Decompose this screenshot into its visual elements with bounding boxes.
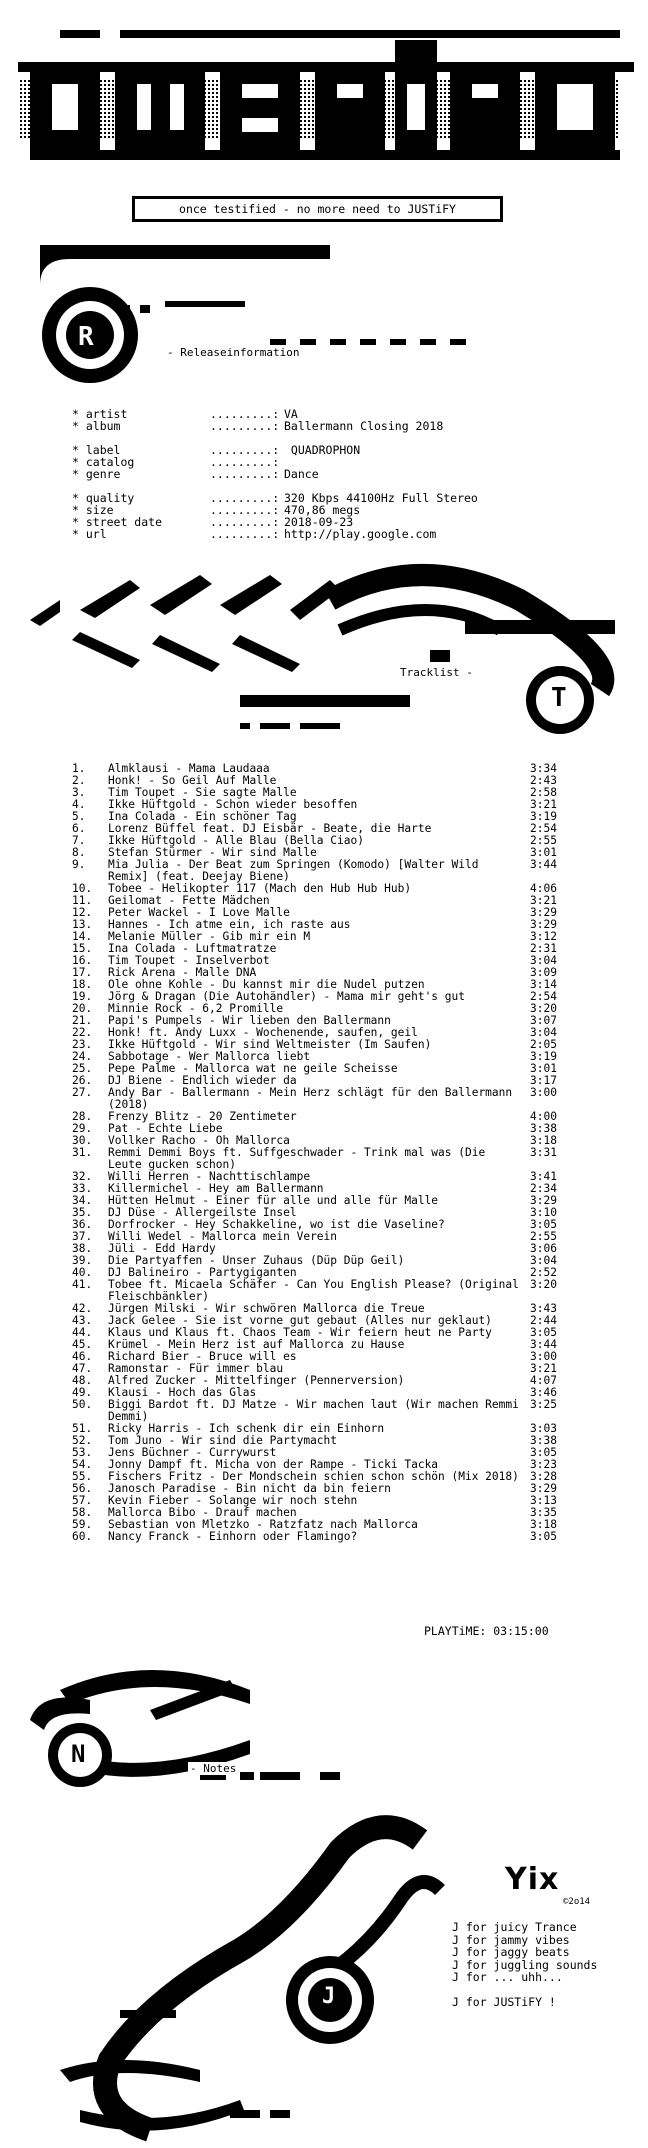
track-title: Tom Juno - Wir sind die Partymacht [108,1434,338,1447]
track-number: 25. [72,1062,93,1075]
greet-line: J for jaggy beats [452,1945,570,1959]
track-number: 58. [72,1506,93,1519]
track-duration: 2:44 [530,1314,557,1327]
track-number: 57. [72,1494,93,1507]
track-duration: 2:58 [530,786,557,799]
track-number: 14. [72,930,93,943]
release-row [72,528,478,540]
track-number: 27. [72,1086,93,1099]
track-number: 39. [72,1254,93,1267]
track-title: Ikke Hüftgold - Schon wieder besoffen [108,798,358,811]
track-title: Ole ohne Kohle - Du kannst mir die Nudel putzen [108,978,425,991]
track-number: 56. [72,1482,93,1495]
track-title: Pepe Palme - Mallorca wat ne geile Scheisse [108,1062,398,1075]
track-number: 35. [72,1206,93,1219]
track-number: 41. [72,1278,93,1291]
track-duration: 3:05 [530,1530,557,1543]
track-row [72,1279,572,1303]
track-number: 47. [72,1362,93,1375]
track-duration: 3:28 [530,1470,557,1483]
track-duration: 3:21 [530,894,557,907]
track-duration: 2:52 [530,1266,557,1279]
track-number: 48. [72,1374,93,1387]
track-number: 13. [72,918,93,931]
track-number: 52. [72,1434,93,1447]
track-number: 10. [72,882,93,895]
release-value: 2018-09-23 [284,515,354,529]
track-title: Honk! ft. Andy Luxx - Wochenende, saufen, geil [108,1026,418,1039]
track-number: 31. [72,1146,93,1159]
greet-line: J for jammy vibes [452,1932,570,1947]
track-number: 17. [72,966,93,979]
track-title: Krümel - Mein Herz ist auf Mallorca zu Hause [108,1338,405,1351]
track-title: Remmi Demmi Boys ft. Suffgeschwader - Trink mal was (Die Leute gucken schon) [108,1146,486,1171]
track-title: Ina Colada - Luftmatratze [108,942,277,955]
track-title: Hannes - Ich atme ein, ich raste aus [108,918,351,931]
track-number: 45. [72,1338,93,1351]
track-title: Jürgen Milski - Wir schwören Mallorca die Treue [108,1302,425,1315]
track-duration: 3:29 [530,918,557,931]
track-title: DJ Balineiro - Partygiganten [108,1266,297,1279]
track-number: 23. [72,1038,93,1051]
track-duration: 3:13 [530,1494,557,1507]
tracklist-badge: T [551,683,567,713]
track-duration: 3:05 [530,1326,557,1339]
track-title: Ikke Hüftgold - Alle Blau (Bella Ciao) [108,834,364,847]
track-number: 15. [72,942,93,955]
release-row [72,420,478,432]
track-title: Sabbotage - Wer Mallorca liebt [108,1050,311,1063]
release-value: VA [284,407,298,421]
track-duration: 3:09 [530,966,557,979]
track-number: 38. [72,1242,93,1255]
track-title: Dorfrocker - Hey Schakkeline, wo ist die Vaseline? [108,1218,445,1231]
track-title: Janosch Paradise - Bin nicht da bin feiern [108,1482,391,1495]
track-number: 21. [72,1014,93,1027]
track-duration: 3:38 [530,1122,557,1135]
track-title: DJ Biene - Endlich wieder da [108,1074,297,1087]
track-title: Mia Julia - Der Beat zum Springen (Komodo) [Walter Wild Remix] (feat. Deejay Biene) [108,858,479,883]
release-swirl-art [0,235,648,385]
track-number: 28. [72,1110,93,1123]
track-number: 37. [72,1230,93,1243]
track-title: Ramonstar - Für immer blau [108,1362,284,1375]
track-number: 24. [72,1050,93,1063]
greet-line: J for JUSTiFY ! [452,1995,556,2009]
track-number: 3. [72,786,86,799]
release-value: 470,86 megs [284,503,361,517]
release-value: http://play.google.com [284,527,437,541]
greet-line: J for juicy Trance [452,1920,577,1934]
track-duration: 2:31 [530,942,557,955]
notes-section-heading: - Notes [190,1762,237,1775]
track-duration: 3:31 [530,1146,557,1159]
track-title: Tim Toupet - Sie sagte Malle [108,786,297,799]
track-duration: 2:34 [530,1182,557,1195]
track-number: 44. [72,1326,93,1339]
tracklist-swirl-art [0,560,648,750]
track-title: Jens Büchner - Currywurst [108,1446,277,1459]
release-key: * label [72,443,121,457]
track-number: 60. [72,1530,93,1543]
track-title: Almklausi - Mama Laudaaa [108,762,270,775]
track-duration: 3:10 [530,1206,557,1219]
track-number: 29. [72,1122,93,1135]
track-duration: 3:04 [530,1026,557,1039]
track-title: Tobee ft. Micaela Schäfer - Can You English Please? (Original Fleischbänkler) [108,1278,519,1303]
track-duration: 3:04 [530,954,557,967]
track-duration: 3:01 [530,1062,557,1075]
track-title: Stefan Stürmer - Wir sind Malle [108,846,317,859]
track-number: 36. [72,1218,93,1231]
track-duration: 3:20 [530,1002,557,1015]
track-number: 34. [72,1194,93,1207]
track-duration: 3:34 [530,762,557,775]
track-title: Nancy Franck - Einhorn oder Flamingo? [108,1530,358,1543]
track-duration: 2:54 [530,822,557,835]
track-number: 22. [72,1026,93,1039]
track-duration: 3:18 [530,1134,557,1147]
track-duration: 3:43 [530,1302,557,1315]
track-duration: 3:35 [530,1506,557,1519]
track-duration: 2:55 [530,834,557,847]
track-title: Klaus und Klaus ft. Chaos Team - Wir feiern heut ne Party [108,1326,492,1339]
track-title: Jack Gelee - Sie ist vorne gut gebaut (Alles nur geklaut) [108,1314,492,1327]
track-number: 18. [72,978,93,991]
track-title: Jonny Dampf ft. Micha von der Rampe - Ticki Tacka [108,1458,439,1471]
track-number: 6. [72,822,86,835]
release-section-heading: - Releaseinformation [167,346,300,359]
track-number: 9. [72,858,86,871]
track-title: Andy Bar - Ballermann - Mein Herz schlägt für den Ballermann (2018) [108,1086,513,1111]
release-key: * artist [72,407,128,421]
track-duration: 3:41 [530,1170,557,1183]
track-row [72,1147,572,1171]
track-duration: 3:29 [530,1482,557,1495]
track-title: Melanie Müller - Gib mir ein M [108,930,311,943]
greets [452,1921,597,2009]
track-title: Lorenz Büffel feat. DJ Eisbär - Beate, die Harte [108,822,432,835]
track-number: 53. [72,1446,93,1459]
track-number: 19. [72,990,93,1003]
track-duration: 2:43 [530,774,557,787]
track-duration: 3:38 [530,1434,557,1447]
release-dots: .........: [210,515,280,529]
release-dots: .........: [210,503,280,517]
track-title: Willi Wedel - Mallorca mein Verein [108,1230,338,1243]
track-title: Tobee - Helikopter 117 (Mach den Hub Hub Hub) [108,882,412,895]
track-number: 20. [72,1002,93,1015]
track-number: 32. [72,1170,93,1183]
track-duration: 4:06 [530,882,557,895]
track-number: 46. [72,1350,93,1363]
release-key: * url [72,527,107,541]
track-number: 54. [72,1458,93,1471]
track-duration: 3:44 [530,1338,557,1351]
track-number: 16. [72,954,93,967]
release-dots: .........: [210,467,280,481]
track-title: Richard Bier - Bruce will es [108,1350,297,1363]
track-number: 1. [72,762,86,775]
track-number: 55. [72,1470,93,1483]
release-value: Ballermann Closing 2018 [284,419,444,433]
track-number: 30. [72,1134,93,1147]
tagline: once testified - no more need to JUSTiFY [132,196,503,222]
track-number: 11. [72,894,93,907]
track-duration: 3:19 [530,1050,557,1063]
track-number: 12. [72,906,93,919]
release-dots: .........: [210,527,280,541]
track-duration: 4:07 [530,1374,557,1387]
track-number: 51. [72,1422,93,1435]
track-number: 26. [72,1074,93,1087]
track-number: 49. [72,1386,93,1399]
track-duration: 3:18 [530,1518,557,1531]
track-number: 43. [72,1314,93,1327]
track-title: Alfred Zucker - Mittelfinger (Pennerversion) [108,1374,405,1387]
track-duration: 3:07 [530,1014,557,1027]
release-key: * album [72,419,121,433]
track-duration: 3:21 [530,1362,557,1375]
track-number: 50. [72,1398,93,1411]
release-info [72,408,478,540]
track-number: 8. [72,846,86,859]
release-key: * quality [72,491,135,505]
track-duration: 3:44 [530,858,557,871]
track-number: 7. [72,834,86,847]
playtime: PLAYTiME: 03:15:00 [424,1624,549,1638]
track-title: Ina Colada - Ein schöner Tag [108,810,297,823]
track-title: Sebastian von Mletzko - Ratzfatz nach Mallorca [108,1518,418,1531]
release-key: * catalog [72,455,135,469]
track-title: Rick Arena - Malle DNA [108,966,257,979]
track-duration: 3:23 [530,1458,557,1471]
greet-line: J for juggling sounds [452,1957,598,1972]
track-duration: 3:12 [530,930,557,943]
track-duration: 2:05 [530,1038,557,1051]
release-dots: .........: [210,443,280,457]
track-title: Biggi Bardot ft. DJ Matze - Wir machen laut (Wir machen Remmi Demmi) [108,1398,519,1423]
track-duration: 3:00 [530,1350,557,1363]
track-duration: 3:21 [530,798,557,811]
track-title: Kevin Fieber - Solange wir noch stehn [108,1494,358,1507]
track-duration: 3:06 [530,1242,557,1255]
track-title: Geilomat - Fette Mädchen [108,894,270,907]
track-duration: 3:14 [530,978,557,991]
notes-swirl-art [0,1660,648,1810]
track-number: 40. [72,1266,93,1279]
track-title: Hütten Helmut - Einer für alle und alle für Malle [108,1194,439,1207]
track-duration: 3:04 [530,1254,557,1267]
release-key: * size [72,503,114,517]
track-duration: 4:00 [530,1110,557,1123]
artist-year: ©2o14 [563,1897,591,1907]
release-dots: .........: [210,491,280,505]
track-row [72,859,572,883]
track-title: Ikke Hüftgold - Wir sind Weltmeister (Im Saufen) [108,1038,432,1051]
tracklist [72,763,572,1543]
greet-line: J for ... uhh... [452,1970,563,1984]
track-number: 59. [72,1518,93,1531]
track-duration: 3:29 [530,906,557,919]
track-row [72,1087,572,1111]
track-title: Papi's Pumpels - Wir lieben den Ballermann [108,1014,391,1027]
track-title: Vollker Racho - Oh Mallorca [108,1134,290,1147]
track-title: Peter Wackel - I Love Malle [108,906,290,919]
track-title: Jüli - Edd Hardy [108,1242,216,1255]
track-duration: 3:29 [530,1194,557,1207]
track-duration: 3:25 [530,1398,557,1411]
track-title: Frenzy Blitz - 20 Zentimeter [108,1110,297,1123]
artist-tag: Yix [505,1862,560,1897]
track-number: 2. [72,774,86,787]
track-duration: 3:19 [530,810,557,823]
track-duration: 3:05 [530,1218,557,1231]
track-title: Ricky Harris - Ich schenk dir ein Einhorn [108,1422,385,1435]
track-title: Die Partyaffen - Unser Zuhaus (Düp Düp Geil) [108,1254,405,1267]
track-row [72,1531,572,1543]
track-title: Minnie Rock - 6,2 Promille [108,1002,284,1015]
track-duration: 3:01 [530,846,557,859]
track-row [72,1399,572,1423]
track-title: Jörg & Dragan (Die Autohändler) - Mama mir geht's gut [108,990,465,1003]
track-title: Fischers Fritz - Der Mondschein schien schon schön (Mix 2018) [108,1470,519,1483]
track-title: Willi Herren - Nachttischlampe [108,1170,311,1183]
track-title: Mallorca Bibo - Drauf machen [108,1506,297,1519]
track-number: 5. [72,810,86,823]
release-row [72,468,478,480]
release-dots: .........: [210,419,280,433]
track-title: Pat - Echte Liebe [108,1122,223,1135]
track-duration: 3:05 [530,1446,557,1459]
release-dots: .........: [210,455,280,469]
release-key: * street date [72,515,163,529]
track-duration: 2:55 [530,1230,557,1243]
release-key: * genre [72,467,121,481]
track-title: Killermichel - Hey am Ballermann [108,1182,324,1195]
track-number: 42. [72,1302,93,1315]
notes-badge: N [71,1740,86,1768]
track-title: Klausi - Hoch das Glas [108,1386,257,1399]
track-title: Tim Toupet - Inselverbot [108,954,270,967]
footer-badge: J [322,1984,336,2009]
track-number: 4. [72,798,86,811]
release-value: QUADROPHON [284,443,361,457]
track-duration: 3:17 [530,1074,557,1087]
release-dots: .........: [210,407,280,421]
track-number: 33. [72,1182,93,1195]
track-duration: 3:00 [530,1086,557,1099]
tracklist-section-heading: Tracklist - [400,666,473,679]
track-duration: 2:54 [530,990,557,1003]
release-badge: R [78,322,94,352]
release-value: Dance [284,467,319,481]
release-value: 320 Kbps 44100Hz Full Stereo [284,491,478,505]
track-duration: 3:03 [530,1422,557,1435]
track-duration: 3:20 [530,1278,557,1291]
track-duration: 3:46 [530,1386,557,1399]
track-title: Honk! - So Geil Auf Malle [108,774,277,787]
track-title: DJ Düse - Allergeilste Insel [108,1206,297,1219]
